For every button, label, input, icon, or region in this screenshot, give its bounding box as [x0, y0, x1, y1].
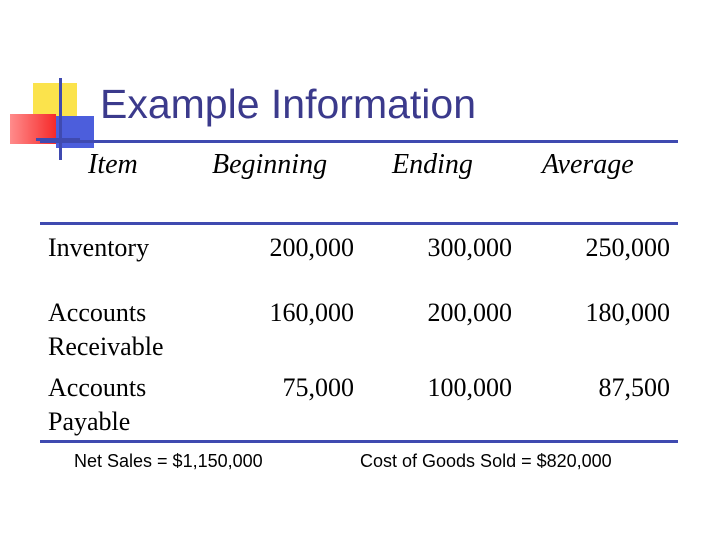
- header-item: Item: [88, 149, 138, 180]
- row-inventory-average: 250,000: [585, 233, 670, 262]
- net-sales-note: Net Sales = $1,150,000: [74, 451, 263, 471]
- row-receivable-label-line2: Receivable: [48, 332, 164, 361]
- row-inventory-beginning: 200,000: [269, 233, 354, 262]
- row-receivable-label-line1: Accounts: [48, 298, 147, 327]
- slide-title: Example Information: [100, 81, 477, 127]
- row-payable-average: 87,500: [598, 373, 670, 402]
- row-receivable-ending: 200,000: [427, 298, 512, 327]
- header-average: Average: [542, 149, 634, 180]
- row-receivable-average: 180,000: [585, 298, 670, 327]
- row-receivable-beginning: 160,000: [269, 298, 354, 327]
- row-payable-ending: 100,000: [427, 373, 512, 402]
- header-beginning: Beginning: [212, 149, 328, 180]
- row-payable-label-line1: Accounts: [48, 373, 147, 402]
- decorative-vertical-line: [59, 78, 62, 160]
- cogs-note: Cost of Goods Sold = $820,000: [360, 451, 612, 471]
- row-payable-label-line2: Payable: [48, 407, 131, 436]
- table-bottom-rule: [40, 440, 678, 443]
- row-payable-beginning: 75,000: [282, 373, 354, 402]
- row-inventory-ending: 300,000: [427, 233, 512, 262]
- header-ending: Ending: [392, 149, 473, 180]
- title-divider: [40, 140, 678, 143]
- table-top-rule: [40, 222, 678, 225]
- row-inventory-label: Inventory: [48, 233, 150, 262]
